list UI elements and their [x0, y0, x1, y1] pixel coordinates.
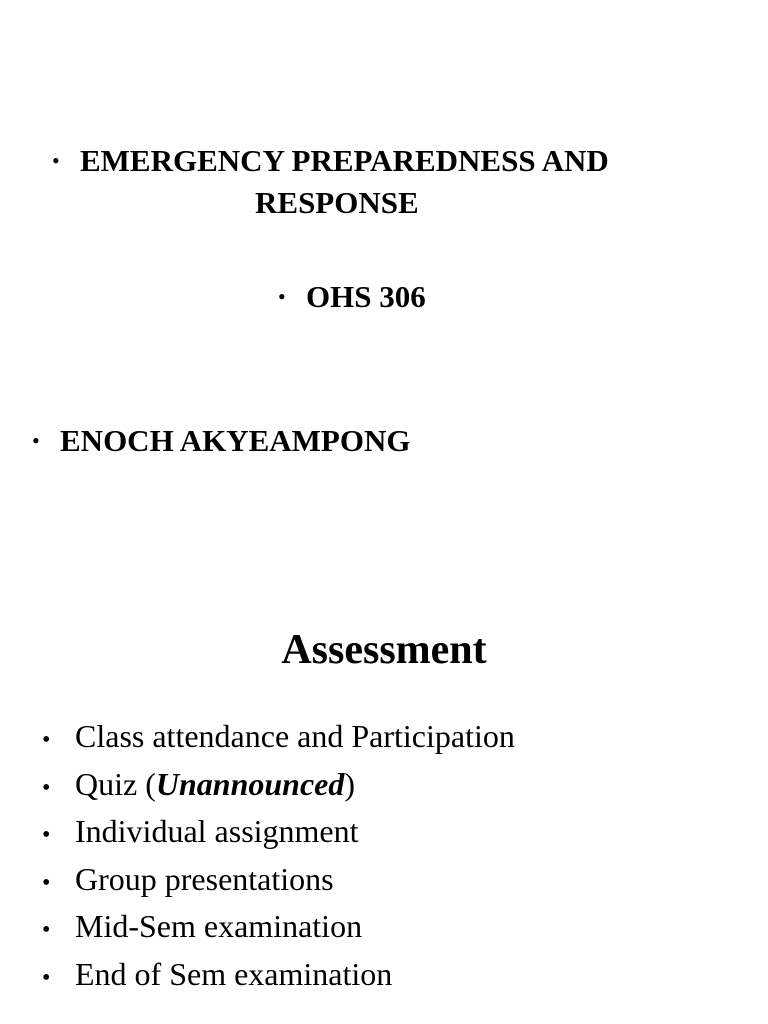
list-item — [42, 951, 515, 999]
list-item-text: End of Sem examination — [75, 955, 393, 992]
course-code: OHS 306 — [306, 279, 426, 314]
assessment-heading: Assessment — [281, 627, 487, 673]
list-item — [42, 761, 515, 809]
bullet-marker: • — [42, 822, 51, 848]
bullet-marker: • — [42, 727, 51, 753]
bullet-marker: • — [42, 774, 51, 801]
bullet-marker: • — [52, 148, 60, 173]
course-title-line-1: EMERGENCY PREPAREDNESS AND — [80, 143, 609, 178]
assessment-slide — [0, 590, 768, 1024]
quiz-emphasis: Unannounced — [155, 765, 345, 802]
list-item — [42, 856, 515, 904]
list-item-text: Group presentations — [75, 860, 334, 897]
bullet-marker: • — [42, 869, 51, 896]
course-title — [80, 140, 720, 224]
bullet-marker: • — [42, 917, 51, 943]
course-code-block — [278, 276, 426, 318]
list-item — [42, 808, 515, 856]
list-item-text: Individual assignment — [75, 813, 359, 849]
list-item-text: Class attendance and Participation — [75, 718, 515, 754]
list-item-text: Quiz ( — [75, 765, 156, 802]
instructor-name: ENOCH AKYEAMPONG — [60, 423, 411, 458]
bullet-marker: • — [278, 284, 286, 309]
bullet-marker: • — [42, 964, 51, 991]
course-title-line-2: RESPONSE — [255, 185, 419, 220]
list-item-text: Mid-Sem examination — [75, 908, 363, 944]
bullet-marker: • — [32, 428, 40, 453]
list-item — [42, 713, 515, 761]
assessment-list — [42, 713, 515, 998]
quiz-close-paren: ) — [344, 765, 356, 802]
instructor-block — [32, 420, 410, 462]
list-item — [42, 903, 515, 951]
